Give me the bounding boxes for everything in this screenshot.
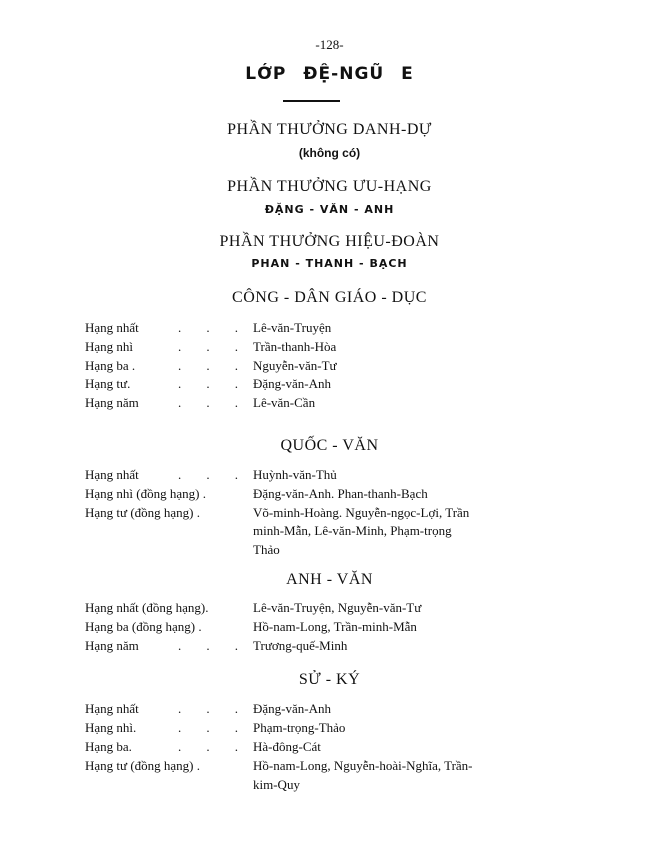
winner-names (253, 357, 565, 376)
leader-dot: . (178, 701, 182, 717)
leader-dot: . (178, 376, 182, 392)
leader-dot: . (178, 466, 182, 482)
rank-label: Hạng nhất (85, 320, 139, 335)
rank-cell (85, 466, 253, 485)
ranking-row (85, 357, 565, 376)
leader-dot: . (206, 376, 210, 392)
winner-line: Hồ-nam-Long, Nguyễn-hoài-Nghĩa, Trần- (253, 757, 473, 773)
rank-cell (85, 485, 253, 504)
leader-dot: . (206, 320, 210, 335)
leader-dots (178, 719, 238, 738)
leader-dot: . (178, 338, 182, 354)
leader-dot: . (234, 738, 238, 754)
winner-line: Võ-minh-Hoàng. Nguyễn-ngọc-Lợi, Trần (253, 504, 470, 520)
rank-cell (85, 637, 253, 656)
rank-cell (85, 738, 253, 757)
leader-dot: . (234, 395, 238, 411)
leader-dots (178, 738, 238, 757)
winner-line: Đặng-văn-Anh (253, 701, 331, 717)
rank-label: Hạng ba (đồng hạng) . (85, 618, 202, 634)
winner-line: Thảo (253, 542, 280, 558)
leader-dot: . (206, 720, 210, 736)
leader-dot: . (206, 338, 210, 354)
leader-dots (178, 394, 238, 413)
leader-dot: . (206, 701, 210, 717)
rank-label: Hạng nhì (đồng hạng) . (85, 485, 206, 501)
subjects-section (0, 288, 659, 794)
winner-line: Đặng-văn-Anh. Phan-thanh-Bạch (253, 485, 428, 501)
winner-names (253, 738, 565, 757)
rank-label: Hạng tư (đồng hạng) . (85, 504, 200, 520)
leader-dot: . (206, 395, 210, 411)
ranking-row (85, 394, 565, 413)
rank-cell (85, 394, 253, 413)
winner-line: Nguyễn-văn-Tư (253, 357, 337, 373)
winner-line: Hà-đông-Cát (253, 738, 321, 754)
leader-dots (178, 375, 238, 394)
ranking-list (85, 599, 565, 655)
rank-label: Hạng tư (đồng hạng) . (85, 757, 200, 773)
leader-dots (178, 700, 238, 719)
winner-names (253, 466, 565, 485)
rank-cell (85, 357, 253, 376)
rank-label: Hạng tư. (85, 376, 131, 392)
leader-dot: . (234, 338, 238, 354)
rank-label: Hạng năm (85, 637, 139, 653)
title-divider (283, 100, 340, 102)
leader-dot: . (234, 701, 238, 717)
leader-dots (178, 338, 238, 357)
leader-dot: . (234, 720, 238, 736)
winner-line: Huỳnh-văn-Thủ (253, 466, 337, 482)
ranking-row (85, 700, 565, 719)
page-title: LỚP ĐỆ-NGŨ E (245, 64, 414, 84)
leader-dots (178, 357, 238, 376)
ranking-row (85, 504, 565, 560)
rank-cell (85, 618, 253, 637)
ranking-row (85, 466, 565, 485)
winner-line: Trương-quế-Minh (253, 637, 348, 653)
award-heading: PHẦN THƯỞNG ƯU-HẠNG (227, 178, 432, 195)
leader-dot: . (206, 738, 210, 754)
winner-line: Phạm-trọng-Thảo (253, 720, 346, 736)
rank-label: Hạng nhì. (85, 720, 137, 736)
winner-names (253, 599, 565, 618)
rank-cell (85, 338, 253, 357)
leader-dot: . (178, 738, 182, 754)
leader-dot: . (206, 637, 210, 653)
award-recipient: (không có) (298, 146, 361, 160)
leader-dot: . (178, 720, 182, 736)
leader-dot: . (234, 637, 238, 653)
winner-line: Lê-văn-Truyện (253, 320, 332, 335)
winner-names (253, 504, 565, 560)
leader-dot: . (206, 466, 210, 482)
page-number: -128- (315, 37, 344, 52)
winner-line: kim-Quy (253, 776, 300, 792)
rank-cell (85, 375, 253, 394)
winner-names (253, 319, 565, 338)
leader-dot: . (234, 320, 238, 335)
ranking-list (85, 700, 565, 794)
leader-dot: . (206, 357, 210, 373)
subject-heading: QUỐC - VĂN (280, 436, 379, 454)
winner-names (253, 375, 565, 394)
ranking-row (85, 618, 565, 637)
winner-names (253, 757, 565, 795)
ranking-row (85, 485, 565, 504)
ranking-list (85, 466, 565, 560)
leader-dot: . (178, 637, 182, 653)
leader-dot: . (234, 357, 238, 373)
winner-line: Lê-văn-Cần (253, 395, 316, 411)
winner-names (253, 700, 565, 719)
ranking-row (85, 738, 565, 757)
rank-label: Hạng ba . (85, 357, 136, 373)
rank-label: Hạng nhì (85, 338, 134, 354)
winner-names (253, 338, 565, 357)
ranking-row (85, 637, 565, 656)
rank-label: Hạng nhất (đồng hạng). (85, 599, 209, 615)
leader-dots (178, 466, 238, 485)
leader-dot: . (178, 320, 182, 335)
winner-line: minh-Mẫn, Lê-văn-Minh, Phạm-trọng (253, 523, 452, 539)
winner-names (253, 637, 565, 656)
leader-dot: . (234, 376, 238, 392)
ranking-row (85, 338, 565, 357)
winner-names (253, 485, 565, 504)
leader-dot: . (178, 357, 182, 373)
ranking-row (85, 719, 565, 738)
rank-label: Hạng nhất (85, 466, 139, 482)
winner-line: Đặng-văn-Anh (253, 376, 331, 392)
rank-label: Hạng năm (85, 395, 139, 411)
rank-cell (85, 719, 253, 738)
winner-line: Hồ-nam-Long, Trần-minh-Mẫn (253, 618, 417, 634)
winner-line: Lê-văn-Truyện, Nguyễn-văn-Tư (253, 599, 422, 615)
award-recipient: ĐẶNG - VĂN - ANH (264, 203, 395, 216)
subject-heading: SỬ - KÝ (298, 671, 361, 689)
ranking-row (85, 319, 565, 338)
rank-label: Hạng ba. (85, 738, 132, 754)
rank-cell (85, 599, 253, 618)
ranking-row (85, 757, 565, 795)
subject-heading: CÔNG - DÂN GIÁO - DỤC (232, 289, 427, 306)
award-heading: PHẦN THƯỞNG HIỆU-ĐOÀN (219, 233, 440, 250)
rank-cell (85, 504, 253, 523)
ranking-row (85, 599, 565, 618)
ranking-row (85, 375, 565, 394)
leader-dot: . (234, 466, 238, 482)
winner-names (253, 618, 565, 637)
rank-cell (85, 319, 253, 338)
award-heading: PHẦN THƯỞNG DANH-DỰ (227, 121, 432, 138)
leader-dots (178, 637, 238, 656)
winner-names (253, 394, 565, 413)
ranking-list (85, 319, 565, 413)
leader-dot: . (178, 395, 182, 411)
winner-names (253, 719, 565, 738)
winner-line: Trần-thanh-Hòa (253, 338, 337, 354)
rank-label: Hạng nhất (85, 701, 139, 717)
rank-cell (85, 700, 253, 719)
subject-heading: ANH - VĂN (286, 570, 373, 588)
leader-dots (178, 319, 238, 338)
award-recipient: PHAN - THANH - BẠCH (251, 257, 408, 270)
rank-cell (85, 757, 253, 776)
